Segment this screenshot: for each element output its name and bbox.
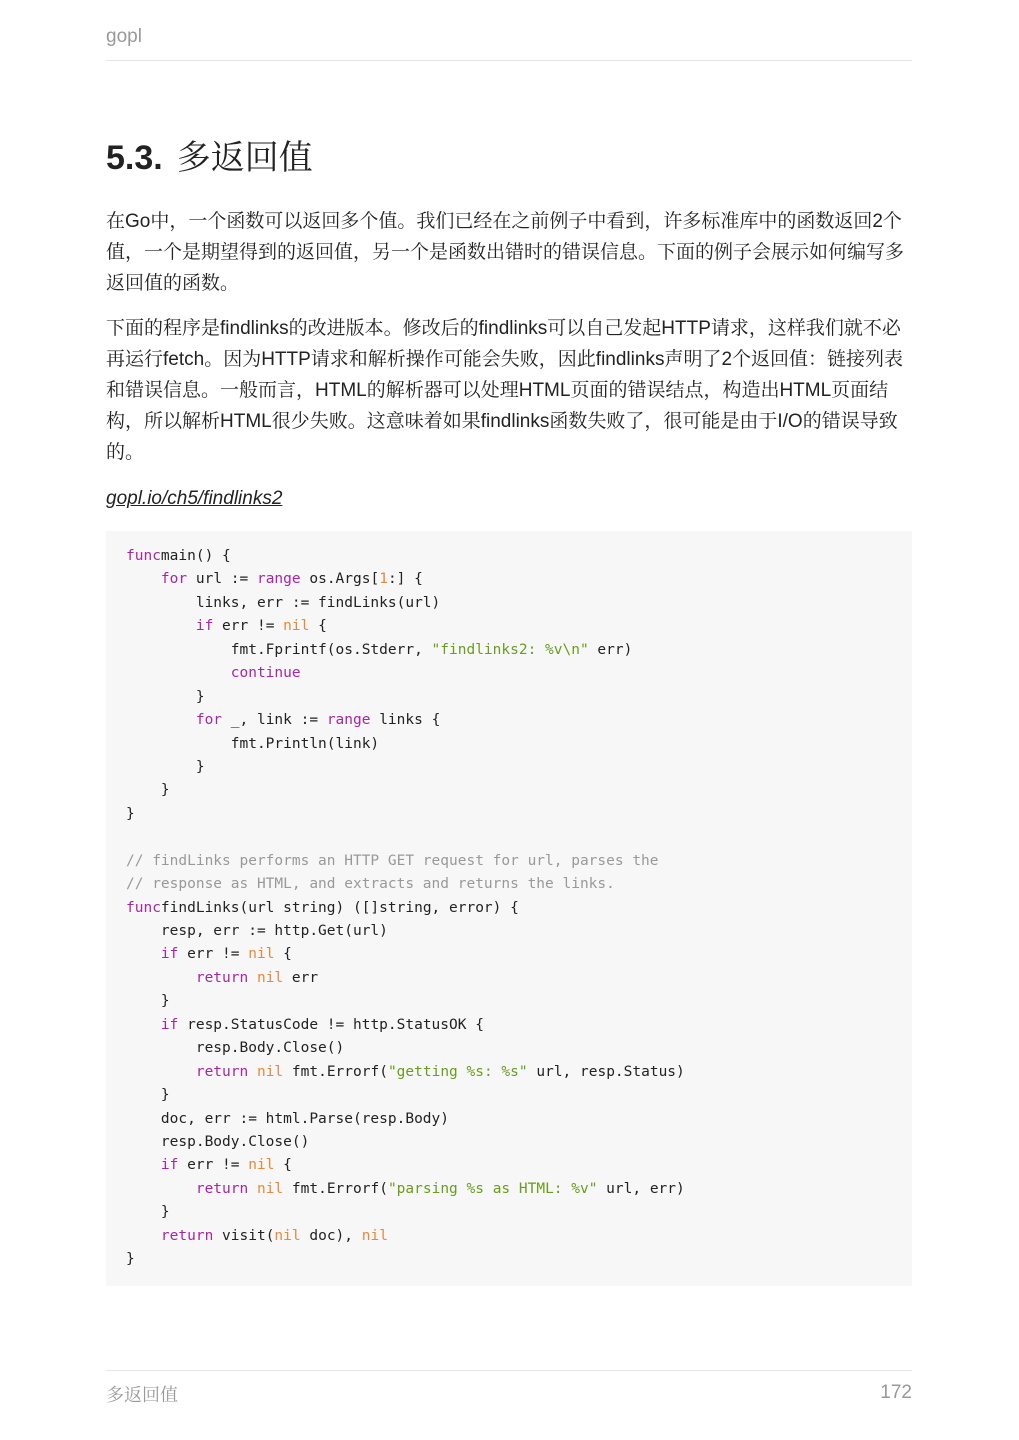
code-line: doc, err := html.Parse(resp.Body) (126, 1110, 450, 1127)
paragraph: 在Go中，一个函数可以返回多个值。我们已经在之前例子中看到，许多标准库中的函数返回2个值，一个是期望得到的返回值，另一个是函数出错时的错误信息。下面的例子会展示如何编写多返回值的函数。 (106, 211, 905, 294)
code-line: } (126, 782, 170, 799)
code-line: } (126, 993, 170, 1010)
code-line: fmt.Fprintf(os.Stderr, "findlinks2: %v\n" err) (126, 641, 633, 658)
code-line: return nil fmt.Errorf("parsing %s as HTML: %v" url, err) (195, 1180, 685, 1197)
code-line: return nil err (195, 969, 319, 986)
code-line: links, err := findLinks(url) (126, 594, 441, 611)
code-line: return visit(nil doc), nil (160, 1227, 388, 1244)
code-line: return nil fmt.Errorf("getting %s: %s" url, resp.Status) (195, 1063, 685, 1080)
code-line: } (126, 1251, 135, 1268)
code-line: } (126, 1204, 170, 1221)
code-line: resp, err := http.Get(url) (126, 923, 388, 939)
book-title: gopl (106, 26, 142, 47)
code-line: funcmain() { (126, 548, 231, 564)
code-line: } (126, 758, 205, 775)
code-line: if err != nil { (160, 946, 292, 963)
page-footer (106, 1370, 912, 1419)
code-line: funcfindLinks(url string) ([]string, error) { (126, 899, 519, 916)
code-line: } (126, 1087, 170, 1104)
section-number: 5.3. (106, 139, 163, 177)
code-line: } (126, 805, 135, 822)
code-line: } (126, 688, 205, 705)
page-number: 172 (880, 1382, 912, 1403)
code-line: // response as HTML, and extracts and returns the links. (126, 876, 615, 893)
code-line: resp.Body.Close() (126, 1133, 310, 1150)
page-header (106, 24, 912, 61)
code-line: if resp.StatusCode != http.StatusOK { (160, 1016, 484, 1033)
section-heading (106, 132, 912, 184)
footer-chapter-title: 多返回值 (106, 1385, 178, 1406)
code-line: continue (230, 665, 301, 682)
code-line: // findLinks performs an HTTP GET request for url, parses the (126, 852, 659, 869)
paragraph: 下面的程序是findlinks的改进版本。修改后的findlinks可以自己发起HTTP请求，这样我们就不必再运行fetch。因为HTTP请求和解析操作可能会失败，因此findlinks声明了2个返回值：链接列表和错误信息。一般而言，HTML的解析器可以处理HTML页面的错误结点，构造出HTML页面结构，所以解析HTML很少失败。这意味着如果findlinks函数失败了，很可能是由于I/O的错误导致的。 (106, 318, 904, 463)
source-link[interactable]: gopl.io/ch5/findlinks2 (106, 488, 283, 509)
code-line: resp.Body.Close() (126, 1040, 345, 1057)
section-title: 多返回值 (176, 138, 313, 178)
code-line: if err != nil { (160, 1157, 292, 1174)
code-line: for url := range os.Args[1:] { (160, 571, 423, 588)
code-line (126, 826, 892, 849)
code-line: if err != nil { (195, 618, 327, 635)
code-block (106, 531, 912, 1286)
code-line: fmt.Println(link) (126, 735, 380, 752)
code-line: for _, link := range links { (195, 712, 441, 729)
main-content (106, 132, 912, 1286)
